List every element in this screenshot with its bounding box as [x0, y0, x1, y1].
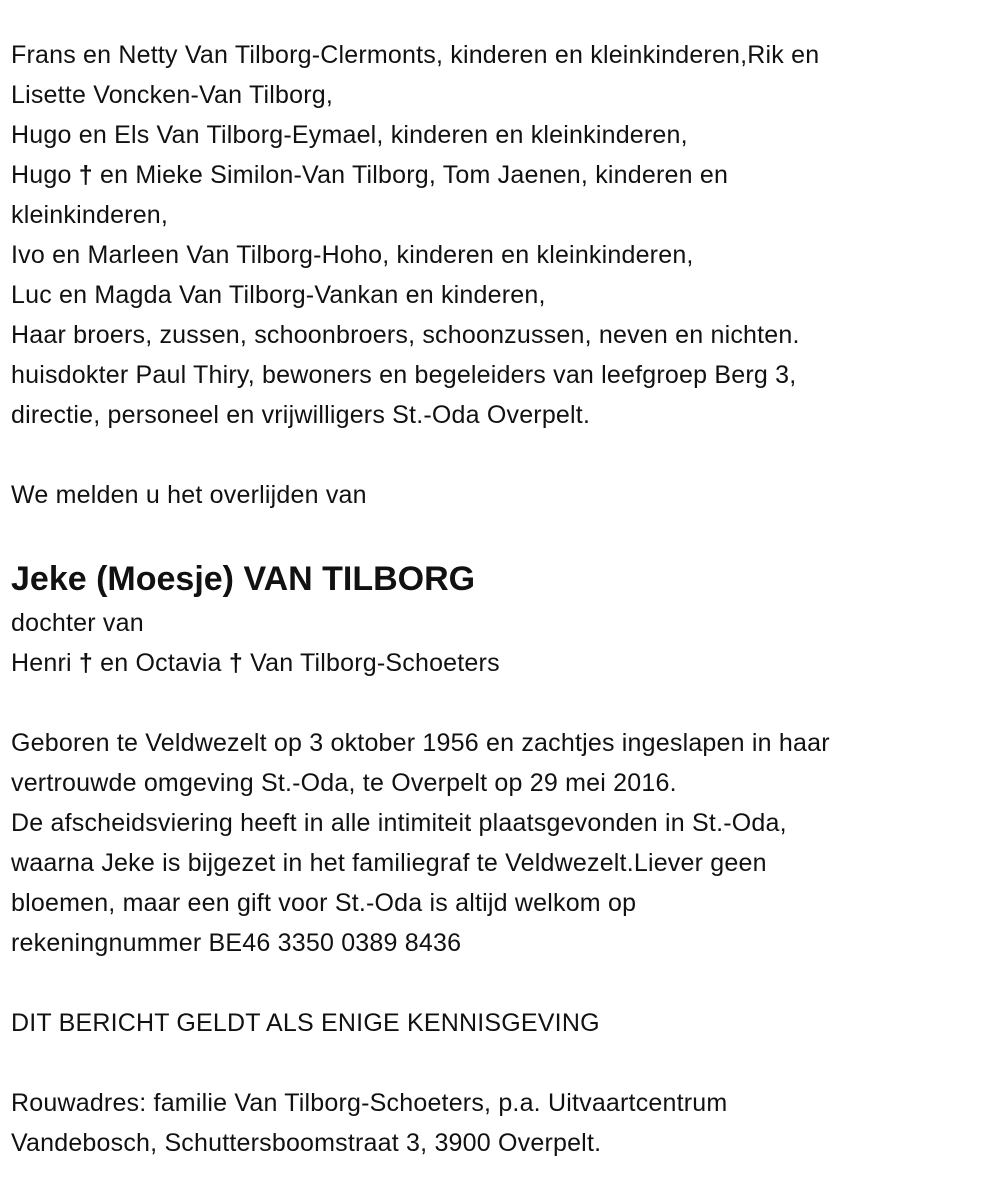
- cross-icon: †: [78, 649, 93, 677]
- details-line: Geboren te Veldwezelt op 3 oktober 1956 en zachtjes ingeslapen in haar: [11, 729, 830, 757]
- family-line: Haar broers, zussen, schoonbroers, schoonzussen, neven en nichten.: [11, 321, 800, 349]
- deceased-name: Jeke (Moesje) VAN TILBORG: [11, 560, 476, 598]
- details-line: De afscheidsviering heeft in alle intimiteit plaatsgevonden in St.-Oda,: [11, 809, 787, 837]
- relation-text: dochter van: [11, 609, 144, 637]
- announcement-text: We melden u het overlijden van: [11, 481, 367, 509]
- address-block: [11, 1083, 1000, 1163]
- family-line: Hugo en Els Van Tilborg-Eymael, kinderen en kleinkinderen,: [11, 121, 688, 149]
- family-line: Lisette Voncken-Van Tilborg,: [11, 81, 333, 109]
- details-line: vertrouwde omgeving St.-Oda, te Overpelt op 29 mei 2016.: [11, 769, 677, 797]
- details-line: rekeningnummer BE46 3350 0389 8436: [11, 929, 462, 957]
- details-line: bloemen, maar een gift voor St.-Oda is altijd welkom op: [11, 889, 637, 917]
- family-line: huisdokter Paul Thiry, bewoners en begeleiders van leefgroep Berg 3,: [11, 361, 797, 389]
- parents-text: Henri † en Octavia † Van Tilborg-Schoeters: [11, 649, 500, 677]
- cross-icon: †: [228, 649, 243, 677]
- address-line: Rouwadres: familie Van Tilborg-Schoeters, p.a. Uitvaartcentrum: [11, 1089, 728, 1117]
- family-line: Luc en Magda Van Tilborg-Vankan en kinderen,: [11, 281, 546, 309]
- family-line: kleinkinderen,: [11, 201, 169, 229]
- family-line: Ivo en Marleen Van Tilborg-Hoho, kinderen en kleinkinderen,: [11, 241, 694, 269]
- address-line: Vandebosch, Schuttersboomstraat 3, 3900 Overpelt.: [11, 1129, 602, 1157]
- notice-text: DIT BERICHT GELDT ALS ENIGE KENNISGEVING: [11, 1009, 600, 1037]
- details-line: waarna Jeke is bijgezet in het familiegraf te Veldwezelt.Liever geen: [11, 849, 767, 877]
- family-line: Frans en Netty Van Tilborg-Clermonts, kinderen en kleinkinderen,Rik en: [11, 41, 820, 69]
- family-line: Hugo † en Mieke Similon-Van Tilborg, Tom Jaenen, kinderen en: [11, 161, 729, 189]
- details-paragraph: [11, 723, 1000, 963]
- family-line: directie, personeel en vrijwilligers St.-Oda Overpelt.: [11, 401, 591, 429]
- family-list: [11, 35, 1000, 435]
- cross-icon: †: [78, 161, 93, 189]
